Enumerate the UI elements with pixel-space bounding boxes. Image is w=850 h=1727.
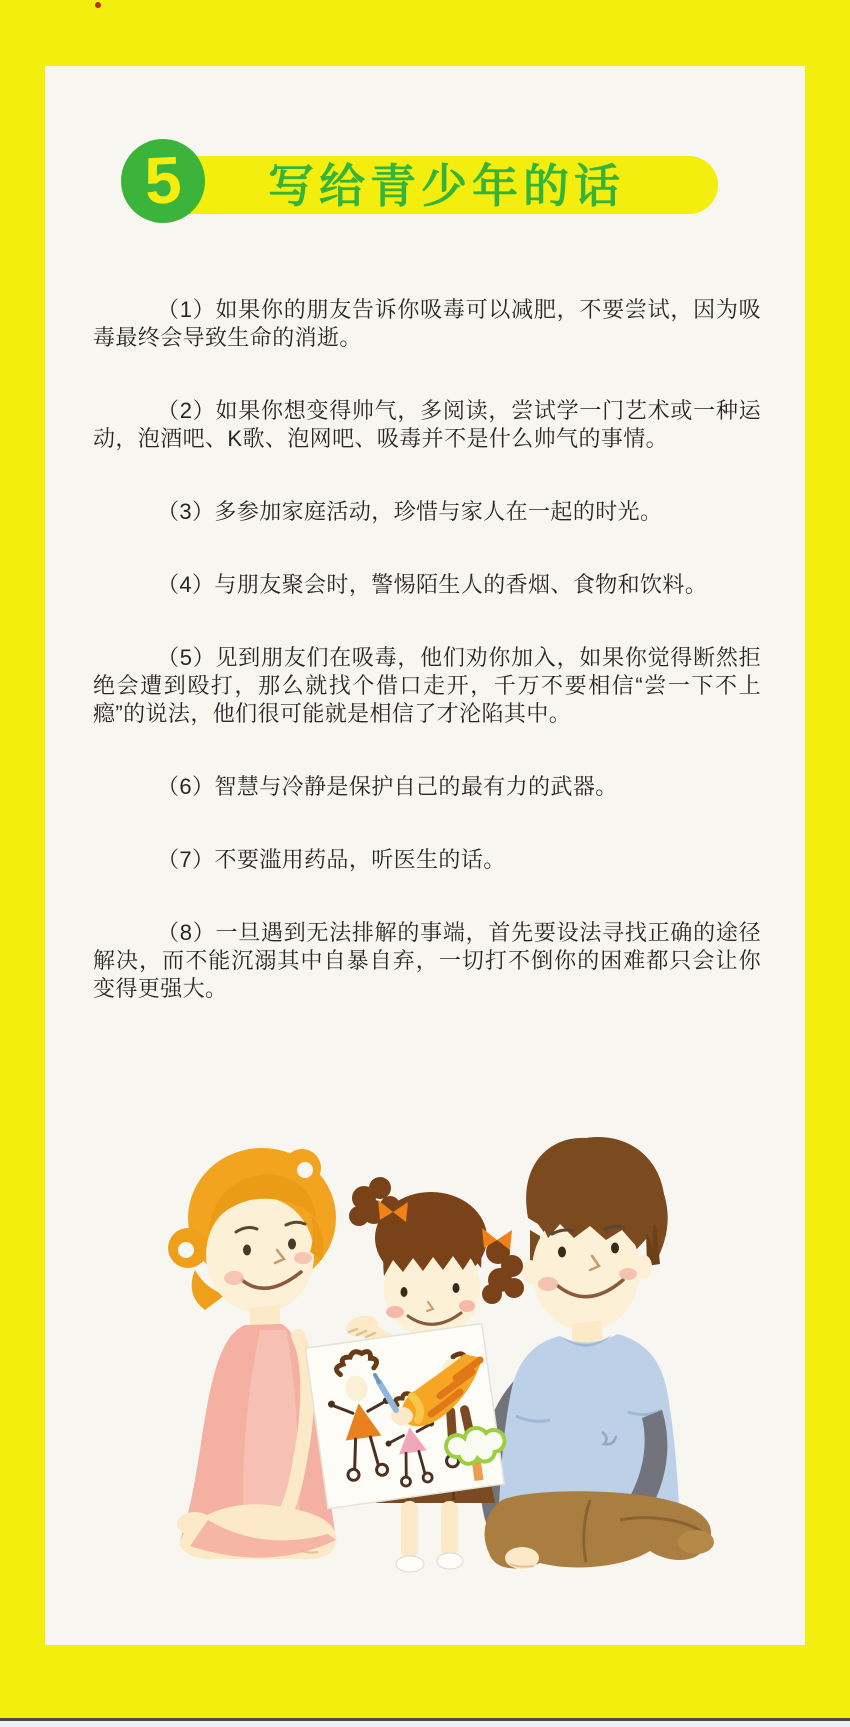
section-number: 5 — [142, 142, 184, 218]
scan-edge-strip — [0, 1721, 850, 1727]
paragraph-8: （8）一旦遇到无法排解的事端，首先要设法寻找正确的途径解决，而不能沉溺其中自暴自弃，一切打不倒你的困难都只会让你变得更强大。 — [93, 920, 761, 1001]
paragraph-2: （2）如果你想变得帅气，多阅读，尝试学一门艺术或一种运动，泡酒吧、K歌、泡网吧、吸毒并不是什么帅气的事情。 — [93, 398, 761, 451]
father-figure — [480, 1137, 714, 1569]
section-number-badge — [121, 139, 205, 223]
family-illustration — [150, 1120, 730, 1590]
paragraph-4: （4）与朋友聚会时，警惕陌生人的香烟、食物和饮料。 — [157, 572, 708, 597]
body-text — [93, 296, 761, 1048]
paragraph-7: （7）不要滥用药品，听医生的话。 — [157, 847, 506, 872]
paragraph-1: （1）如果你的朋友告诉你吸毒可以减肥，不要尝试，因为吸毒最终会导致生命的消逝。 — [93, 297, 761, 350]
print-dot-artifact — [95, 2, 101, 8]
section-title: 写给青少年的话 — [268, 160, 625, 212]
content-panel — [45, 66, 805, 1645]
paragraph-6: （6）智慧与冷静是保护自己的最有力的武器。 — [157, 774, 618, 799]
section-title-bar — [160, 156, 718, 214]
paragraph-3: （3）多参加家庭活动，珍惜与家人在一起的时光。 — [157, 499, 663, 524]
paragraph-5: （5）见到朋友们在吸毒，他们劝你加入，如果你觉得断然拒绝会遭到殴打，那么就找个借口走开，千万不要相信“尝一下不上瘾”的说法，他们很可能就是相信了才沦陷其中。 — [93, 645, 761, 726]
